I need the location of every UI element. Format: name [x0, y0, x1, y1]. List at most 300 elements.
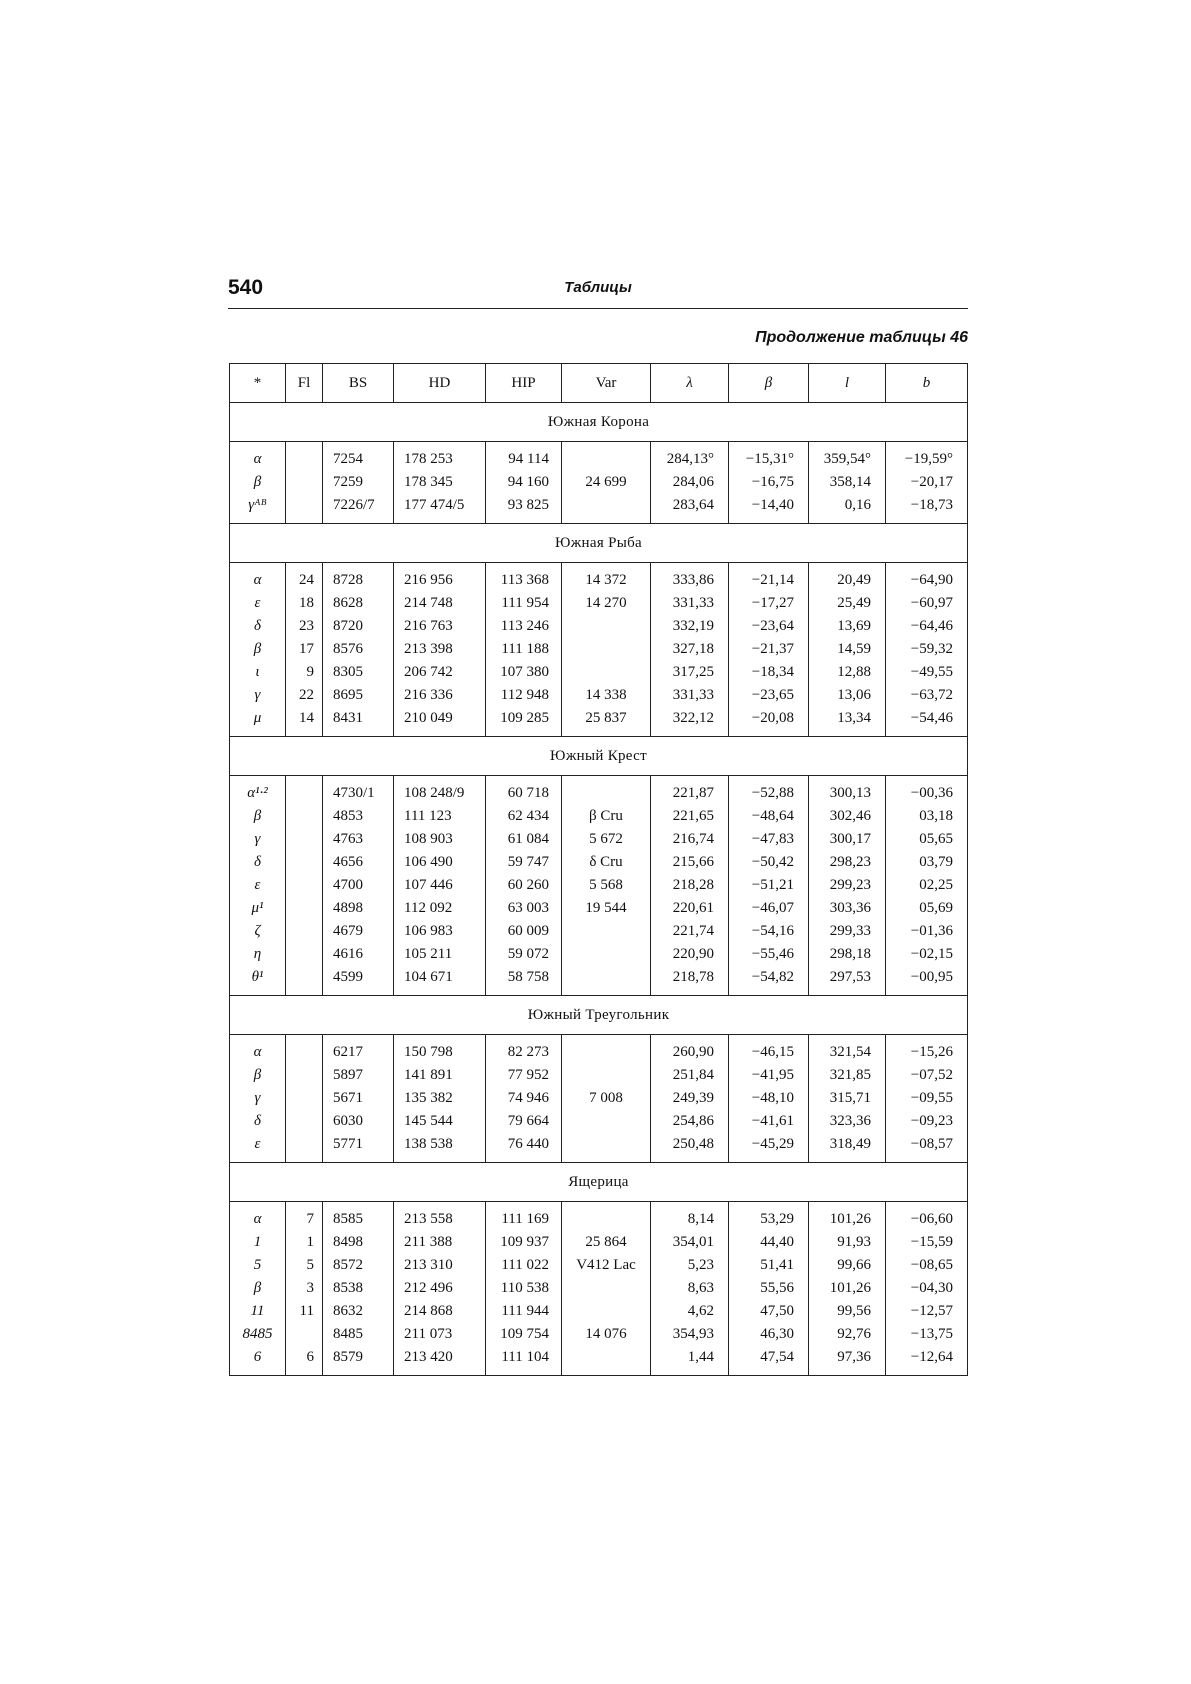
- cell-var: 5 672: [562, 828, 651, 851]
- cell-var: [562, 1133, 651, 1163]
- cell-fl: [286, 920, 323, 943]
- cell-fl: [286, 851, 323, 874]
- table-row: [230, 920, 968, 943]
- cell-bs: 5771: [323, 1133, 394, 1163]
- cell-bs: 8720: [323, 615, 394, 638]
- cell-star: μ¹: [230, 897, 286, 920]
- cell-fl: [286, 1133, 323, 1163]
- cell-beta: −21,14: [729, 563, 809, 593]
- cell-hd: 206 742: [394, 661, 486, 684]
- cell-hip: 94 160: [486, 471, 562, 494]
- cell-b: −04,30: [886, 1277, 968, 1300]
- cell-hd: 216 763: [394, 615, 486, 638]
- cell-lambda: 221,65: [651, 805, 729, 828]
- cell-lambda: 332,19: [651, 615, 729, 638]
- cell-hd: 213 420: [394, 1346, 486, 1376]
- cell-beta: 53,29: [729, 1202, 809, 1232]
- cell-hip: 76 440: [486, 1133, 562, 1163]
- header-b: b: [886, 364, 968, 403]
- cell-b: 03,79: [886, 851, 968, 874]
- cell-star: α¹·²: [230, 776, 286, 806]
- cell-var: β Cru: [562, 805, 651, 828]
- cell-hd: 177 474/5: [394, 494, 486, 524]
- cell-lambda: 354,93: [651, 1323, 729, 1346]
- cell-hip: 74 946: [486, 1087, 562, 1110]
- header-hd: HD: [394, 364, 486, 403]
- cell-hip: 111 188: [486, 638, 562, 661]
- cell-beta: −48,64: [729, 805, 809, 828]
- cell-beta: −23,65: [729, 684, 809, 707]
- cell-var: [562, 1277, 651, 1300]
- cell-star: 1: [230, 1231, 286, 1254]
- cell-bs: 7226/7: [323, 494, 394, 524]
- cell-bs: 8572: [323, 1254, 394, 1277]
- cell-l: 99,66: [809, 1254, 886, 1277]
- table-row: [230, 1300, 968, 1323]
- cell-hip: 79 664: [486, 1110, 562, 1133]
- cell-var: 25 837: [562, 707, 651, 737]
- cell-hd: 213 398: [394, 638, 486, 661]
- cell-star: β: [230, 1277, 286, 1300]
- cell-fl: [286, 471, 323, 494]
- cell-star: β: [230, 805, 286, 828]
- cell-fl: [286, 494, 323, 524]
- cell-beta: 47,50: [729, 1300, 809, 1323]
- constellation-name: Ящерица: [230, 1163, 968, 1202]
- cell-fl: [286, 874, 323, 897]
- cell-b: −19,59°: [886, 442, 968, 472]
- cell-hd: 112 092: [394, 897, 486, 920]
- section-header: [230, 996, 968, 1035]
- cell-var: 14 076: [562, 1323, 651, 1346]
- cell-beta: −20,08: [729, 707, 809, 737]
- cell-hd: 214 748: [394, 592, 486, 615]
- cell-fl: 23: [286, 615, 323, 638]
- table-row: [230, 1277, 968, 1300]
- cell-b: −08,57: [886, 1133, 968, 1163]
- cell-fl: [286, 1323, 323, 1346]
- cell-bs: 8498: [323, 1231, 394, 1254]
- cell-beta: −21,37: [729, 638, 809, 661]
- cell-hip: 61 084: [486, 828, 562, 851]
- cell-l: 13,69: [809, 615, 886, 638]
- cell-beta: −55,46: [729, 943, 809, 966]
- cell-bs: 8431: [323, 707, 394, 737]
- cell-hd: 145 544: [394, 1110, 486, 1133]
- section-rows: [230, 776, 968, 996]
- cell-star: ε: [230, 1133, 286, 1163]
- cell-bs: 7254: [323, 442, 394, 472]
- header-beta: β: [729, 364, 809, 403]
- cell-star: δ: [230, 1110, 286, 1133]
- cell-fl: 24: [286, 563, 323, 593]
- cell-star: η: [230, 943, 286, 966]
- cell-var: [562, 1346, 651, 1376]
- cell-b: −49,55: [886, 661, 968, 684]
- cell-star: δ: [230, 851, 286, 874]
- table-row: [230, 1087, 968, 1110]
- cell-hip: 111 944: [486, 1300, 562, 1323]
- running-title: Таблицы: [564, 279, 632, 296]
- cell-b: −63,72: [886, 684, 968, 707]
- table-row: [230, 494, 968, 524]
- table-row: [230, 1254, 968, 1277]
- cell-b: −13,75: [886, 1323, 968, 1346]
- table-row: [230, 707, 968, 737]
- cell-lambda: 284,06: [651, 471, 729, 494]
- cell-hd: 211 073: [394, 1323, 486, 1346]
- cell-l: 25,49: [809, 592, 886, 615]
- cell-hd: 107 446: [394, 874, 486, 897]
- cell-l: 300,13: [809, 776, 886, 806]
- cell-fl: 14: [286, 707, 323, 737]
- cell-l: 101,26: [809, 1277, 886, 1300]
- section-header: [230, 737, 968, 776]
- cell-b: −15,26: [886, 1035, 968, 1065]
- cell-l: 12,88: [809, 661, 886, 684]
- cell-beta: −17,27: [729, 592, 809, 615]
- cell-hd: 141 891: [394, 1064, 486, 1087]
- table-row: [230, 1133, 968, 1163]
- cell-hip: 60 718: [486, 776, 562, 806]
- cell-b: −01,36: [886, 920, 968, 943]
- cell-var: [562, 638, 651, 661]
- cell-bs: 5671: [323, 1087, 394, 1110]
- cell-bs: 8628: [323, 592, 394, 615]
- cell-var: [562, 1035, 651, 1065]
- cell-hd: 211 388: [394, 1231, 486, 1254]
- cell-beta: −46,15: [729, 1035, 809, 1065]
- cell-hip: 58 758: [486, 966, 562, 996]
- cell-hd: 105 211: [394, 943, 486, 966]
- cell-var: [562, 943, 651, 966]
- cell-l: 13,34: [809, 707, 886, 737]
- cell-star: γ: [230, 684, 286, 707]
- constellation-row: [230, 996, 968, 1035]
- cell-lambda: 8,14: [651, 1202, 729, 1232]
- cell-beta: −47,83: [729, 828, 809, 851]
- constellation-name: Южная Корона: [230, 403, 968, 442]
- cell-lambda: 220,61: [651, 897, 729, 920]
- cell-beta: −51,21: [729, 874, 809, 897]
- table-row: [230, 684, 968, 707]
- cell-l: 20,49: [809, 563, 886, 593]
- cell-b: −64,90: [886, 563, 968, 593]
- cell-hip: 110 538: [486, 1277, 562, 1300]
- cell-star: δ: [230, 615, 286, 638]
- cell-star: 8485: [230, 1323, 286, 1346]
- cell-star: α: [230, 563, 286, 593]
- cell-bs: 8485: [323, 1323, 394, 1346]
- table-row: [230, 471, 968, 494]
- cell-bs: 4679: [323, 920, 394, 943]
- cell-lambda: 354,01: [651, 1231, 729, 1254]
- cell-hd: 213 310: [394, 1254, 486, 1277]
- cell-hd: 150 798: [394, 1035, 486, 1065]
- cell-l: 14,59: [809, 638, 886, 661]
- cell-lambda: 322,12: [651, 707, 729, 737]
- cell-hd: 138 538: [394, 1133, 486, 1163]
- cell-b: −02,15: [886, 943, 968, 966]
- cell-hip: 111 169: [486, 1202, 562, 1232]
- cell-l: 321,85: [809, 1064, 886, 1087]
- cell-star: α: [230, 1202, 286, 1232]
- cell-beta: −54,16: [729, 920, 809, 943]
- cell-beta: −46,07: [729, 897, 809, 920]
- cell-fl: 6: [286, 1346, 323, 1376]
- cell-lambda: 215,66: [651, 851, 729, 874]
- cell-star: γᴬᴮ: [230, 494, 286, 524]
- table-header-row: [230, 364, 968, 403]
- cell-l: 315,71: [809, 1087, 886, 1110]
- cell-fl: 1: [286, 1231, 323, 1254]
- cell-beta: −52,88: [729, 776, 809, 806]
- cell-hip: 109 754: [486, 1323, 562, 1346]
- cell-fl: [286, 776, 323, 806]
- cell-hip: 59 072: [486, 943, 562, 966]
- cell-bs: 8305: [323, 661, 394, 684]
- table-continuation-caption: Продолжение таблицы 46: [755, 329, 968, 346]
- cell-var: 7 008: [562, 1087, 651, 1110]
- cell-hd: 178 253: [394, 442, 486, 472]
- cell-l: 303,36: [809, 897, 886, 920]
- cell-b: −20,17: [886, 471, 968, 494]
- cell-beta: −15,31°: [729, 442, 809, 472]
- cell-b: −09,55: [886, 1087, 968, 1110]
- header-star: *: [230, 364, 286, 403]
- cell-beta: −41,95: [729, 1064, 809, 1087]
- cell-var: [562, 661, 651, 684]
- cell-star: β: [230, 471, 286, 494]
- cell-hip: 109 285: [486, 707, 562, 737]
- cell-beta: −18,34: [729, 661, 809, 684]
- header-l: l: [809, 364, 886, 403]
- cell-fl: 7: [286, 1202, 323, 1232]
- cell-bs: 8576: [323, 638, 394, 661]
- cell-lambda: 5,23: [651, 1254, 729, 1277]
- table-row: [230, 563, 968, 593]
- cell-bs: 6217: [323, 1035, 394, 1065]
- cell-l: 13,06: [809, 684, 886, 707]
- cell-fl: [286, 828, 323, 851]
- constellation-row: [230, 403, 968, 442]
- cell-beta: −45,29: [729, 1133, 809, 1163]
- cell-star: 5: [230, 1254, 286, 1277]
- cell-l: 99,56: [809, 1300, 886, 1323]
- cell-fl: 9: [286, 661, 323, 684]
- cell-lambda: 331,33: [651, 592, 729, 615]
- table-row: [230, 1110, 968, 1133]
- cell-hip: 63 003: [486, 897, 562, 920]
- cell-hip: 60 009: [486, 920, 562, 943]
- cell-star: β: [230, 638, 286, 661]
- cell-b: −18,73: [886, 494, 968, 524]
- table-row: [230, 828, 968, 851]
- constellation-row: [230, 524, 968, 563]
- header-hip: HIP: [486, 364, 562, 403]
- cell-b: 05,65: [886, 828, 968, 851]
- cell-bs: 8538: [323, 1277, 394, 1300]
- cell-star: 11: [230, 1300, 286, 1323]
- cell-bs: 4599: [323, 966, 394, 996]
- table-row: [230, 966, 968, 996]
- cell-lambda: 1,44: [651, 1346, 729, 1376]
- cell-hip: 113 368: [486, 563, 562, 593]
- section-header: [230, 524, 968, 563]
- cell-hd: 135 382: [394, 1087, 486, 1110]
- cell-star: ε: [230, 592, 286, 615]
- cell-var: V412 Lac: [562, 1254, 651, 1277]
- cell-hd: 213 558: [394, 1202, 486, 1232]
- cell-var: [562, 1300, 651, 1323]
- cell-bs: 4656: [323, 851, 394, 874]
- cell-var: 19 544: [562, 897, 651, 920]
- cell-lambda: 249,39: [651, 1087, 729, 1110]
- cell-fl: 22: [286, 684, 323, 707]
- cell-star: α: [230, 442, 286, 472]
- cell-lambda: 251,84: [651, 1064, 729, 1087]
- cell-bs: 5897: [323, 1064, 394, 1087]
- cell-l: 298,23: [809, 851, 886, 874]
- cell-fl: 18: [286, 592, 323, 615]
- cell-hd: 210 049: [394, 707, 486, 737]
- section-rows: [230, 1202, 968, 1376]
- cell-var: [562, 966, 651, 996]
- cell-fl: [286, 943, 323, 966]
- cell-l: 97,36: [809, 1346, 886, 1376]
- cell-fl: [286, 1110, 323, 1133]
- table-row: [230, 1064, 968, 1087]
- cell-bs: 8695: [323, 684, 394, 707]
- cell-hd: 106 490: [394, 851, 486, 874]
- cell-star: γ: [230, 828, 286, 851]
- cell-star: μ: [230, 707, 286, 737]
- cell-b: −00,36: [886, 776, 968, 806]
- cell-beta: −23,64: [729, 615, 809, 638]
- cell-hd: 111 123: [394, 805, 486, 828]
- table-row: [230, 1323, 968, 1346]
- table-row: [230, 874, 968, 897]
- cell-b: −00,95: [886, 966, 968, 996]
- cell-var: [562, 1202, 651, 1232]
- cell-lambda: 221,87: [651, 776, 729, 806]
- cell-var: [562, 494, 651, 524]
- cell-l: 0,16: [809, 494, 886, 524]
- cell-star: ζ: [230, 920, 286, 943]
- cell-bs: 4730/1: [323, 776, 394, 806]
- cell-hip: 111 104: [486, 1346, 562, 1376]
- cell-var: [562, 1110, 651, 1133]
- table-row: [230, 615, 968, 638]
- table-row: [230, 592, 968, 615]
- cell-var: [562, 1064, 651, 1087]
- table-row: [230, 1231, 968, 1254]
- cell-beta: −41,61: [729, 1110, 809, 1133]
- section-header: [230, 403, 968, 442]
- cell-l: 299,33: [809, 920, 886, 943]
- constellation-row: [230, 1163, 968, 1202]
- table-row: [230, 897, 968, 920]
- cell-b: 03,18: [886, 805, 968, 828]
- cell-hip: 94 114: [486, 442, 562, 472]
- cell-beta: 51,41: [729, 1254, 809, 1277]
- cell-b: 02,25: [886, 874, 968, 897]
- cell-bs: 8728: [323, 563, 394, 593]
- cell-bs: 4700: [323, 874, 394, 897]
- cell-hip: 113 246: [486, 615, 562, 638]
- cell-star: ε: [230, 874, 286, 897]
- cell-hd: 212 496: [394, 1277, 486, 1300]
- cell-fl: [286, 966, 323, 996]
- cell-lambda: 8,63: [651, 1277, 729, 1300]
- cell-beta: −50,42: [729, 851, 809, 874]
- cell-l: 300,17: [809, 828, 886, 851]
- cell-hd: 108 248/9: [394, 776, 486, 806]
- cell-lambda: 218,78: [651, 966, 729, 996]
- cell-fl: [286, 1035, 323, 1065]
- cell-beta: −16,75: [729, 471, 809, 494]
- cell-beta: −54,82: [729, 966, 809, 996]
- cell-var: 24 699: [562, 471, 651, 494]
- constellation-row: [230, 737, 968, 776]
- cell-hip: 60 260: [486, 874, 562, 897]
- cell-lambda: 327,18: [651, 638, 729, 661]
- table-row: [230, 1035, 968, 1065]
- cell-fl: [286, 1087, 323, 1110]
- table-row: [230, 1346, 968, 1376]
- cell-lambda: 220,90: [651, 943, 729, 966]
- page-number: 540: [228, 276, 264, 299]
- section-header: [230, 1163, 968, 1202]
- cell-lambda: 260,90: [651, 1035, 729, 1065]
- running-head: [228, 276, 968, 309]
- cell-b: −54,46: [886, 707, 968, 737]
- table-row: [230, 776, 968, 806]
- cell-var: 5 568: [562, 874, 651, 897]
- cell-hip: 82 273: [486, 1035, 562, 1065]
- cell-bs: 6030: [323, 1110, 394, 1133]
- cell-var: [562, 615, 651, 638]
- cell-fl: [286, 805, 323, 828]
- cell-bs: 7259: [323, 471, 394, 494]
- cell-l: 321,54: [809, 1035, 886, 1065]
- cell-hip: 107 380: [486, 661, 562, 684]
- cell-b: −08,65: [886, 1254, 968, 1277]
- cell-bs: 8632: [323, 1300, 394, 1323]
- cell-hd: 104 671: [394, 966, 486, 996]
- cell-bs: 4616: [323, 943, 394, 966]
- cell-b: −60,97: [886, 592, 968, 615]
- cell-star: γ: [230, 1087, 286, 1110]
- table-row: [230, 805, 968, 828]
- cell-star: θ¹: [230, 966, 286, 996]
- cell-l: 323,36: [809, 1110, 886, 1133]
- cell-star: ι: [230, 661, 286, 684]
- cell-lambda: 317,25: [651, 661, 729, 684]
- section-rows: [230, 563, 968, 737]
- cell-l: 358,14: [809, 471, 886, 494]
- cell-b: −12,64: [886, 1346, 968, 1376]
- header-lambda: λ: [651, 364, 729, 403]
- cell-l: 101,26: [809, 1202, 886, 1232]
- cell-bs: 8579: [323, 1346, 394, 1376]
- cell-l: 318,49: [809, 1133, 886, 1163]
- cell-beta: 44,40: [729, 1231, 809, 1254]
- cell-fl: [286, 442, 323, 472]
- cell-star: α: [230, 1035, 286, 1065]
- cell-hd: 216 956: [394, 563, 486, 593]
- table-row: [230, 1202, 968, 1232]
